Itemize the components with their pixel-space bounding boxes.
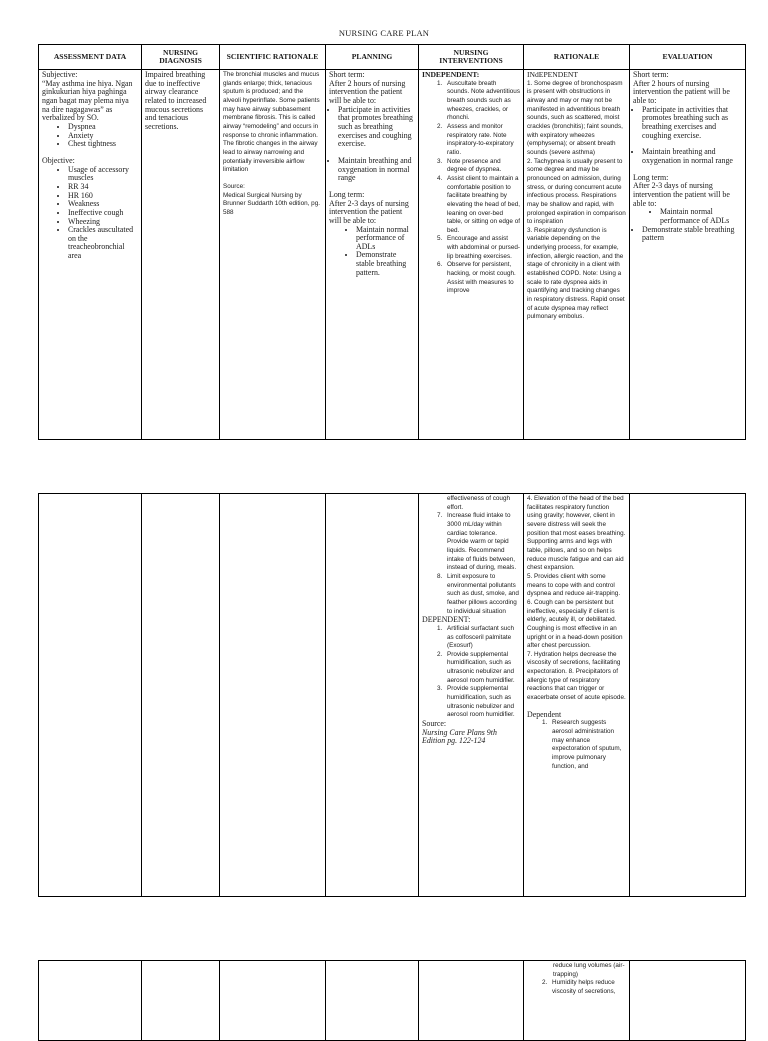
plan-row bbox=[39, 961, 746, 1041]
interventions-cell bbox=[419, 70, 524, 440]
list-item: • Participate in activities that promotes breathing such as breathing exercises and coughing exercise. bbox=[642, 106, 742, 141]
objective-label: Objective: bbox=[42, 155, 75, 165]
sci-source-text: Medical Surgical Nursing by Brunner Suddarth 10th edition, pg. 588 bbox=[223, 191, 320, 216]
list-item: • Maintain breathing and oxygenation in normal range bbox=[642, 148, 742, 165]
short-term-text: After 2 hours of nursing intervention the patient will be able to: bbox=[329, 78, 406, 105]
header-diagnosis: NURSING DIAGNOSIS bbox=[142, 45, 220, 70]
rationale-dependent-list bbox=[527, 719, 626, 771]
care-plan-table-3 bbox=[38, 960, 746, 1041]
care-plan-table-1 bbox=[38, 44, 746, 440]
list-item: • Weakness bbox=[68, 200, 138, 209]
list-item: • Maintain normal performance of ADLs bbox=[356, 226, 415, 252]
long-term-text: After 2-3 days of nursing intervention the patient will be able to: bbox=[329, 198, 409, 225]
dependent-label: DEPENDENT: bbox=[422, 615, 471, 625]
list-item: • Participate in activities that promotes breathing such as breathing exercises and coughing exercise. bbox=[338, 106, 415, 149]
sci-rationale-text: The bronchial muscles and mucus glands enlarge; thick, tenacious sputum is produced; and the alveoli hyperinflate. Some patients may have airway subbasement membrane fibrosis. This is called airway “remodeling” and occurs in response to chronic inflammation. The fibrotic changes in the airway lead to airway narrowing and potentially irreversible airflow limitation bbox=[223, 71, 320, 174]
rationale-cell bbox=[524, 494, 630, 897]
eval-long-list-2 bbox=[633, 226, 742, 243]
assessment-cell bbox=[39, 70, 142, 440]
list-item: • Crackles auscultated on the treacheobronchial area bbox=[68, 226, 138, 261]
list-item: • Demonstrate stable breathing pattern. bbox=[356, 251, 415, 277]
list-item: 6. Observe for persistent, hacking, or moist cough. Assist with measures to improve bbox=[444, 261, 520, 296]
eval-short-list bbox=[633, 106, 742, 141]
assessment-cell bbox=[39, 961, 142, 1041]
source-label: Source: bbox=[422, 719, 447, 729]
evaluation-cell bbox=[630, 494, 746, 897]
list-item: 7. Increase fluid intake to 3000 mL/day within cardiac tolerance. Provide warm or tepid liquids. Recommend intake of fluids between, instead of during, meals. bbox=[444, 512, 520, 573]
header-assessment: ASSESSMENT DATA bbox=[39, 45, 142, 70]
interventions-cell bbox=[419, 494, 524, 897]
list-item: • Usage of accessory muscles bbox=[68, 166, 138, 183]
rationale-cell bbox=[524, 70, 630, 440]
objective-list bbox=[42, 166, 138, 261]
interventions-list bbox=[422, 512, 520, 616]
evaluation-cell bbox=[630, 70, 746, 440]
rationale-text: 4. Elevation of the head of the bed facilitates respiratory function using gravity; however, client in severe distress will seek the position that most eases breathing. Supporting arms and legs with table, pillows, and so on helps reduce muscle fatigue and can aid chest expansion. 5. Provides client with some means to cope with and control dyspnea and reduce air-trapping. 6. Cough can be persistent but ineffective, especially if client is elderly, acutely ill, or debilitated. Coughing is most effective in an upright or in a head-down position after chest percussion. 7. Hydration helps decrease the viscosity of secretions, facilitating expectoration. 8. Precipitators of allergic type of respiratory reactions that can trigger or exacerbate onset of acute episode. bbox=[527, 495, 626, 702]
list-item: 4. Assist client to maintain a comfortable position to facilitate breathing by elevating the head of bed, leaning on over-bed table, or sitting on edge of bed. bbox=[444, 175, 520, 236]
scientific-rationale-cell bbox=[220, 961, 326, 1041]
list-item: 2. Humidity helps reduce viscosity of secretions, bbox=[549, 979, 626, 996]
list-item: • Chest tightness bbox=[68, 140, 138, 149]
care-plan-table-2 bbox=[38, 493, 746, 897]
header-scientific-rationale: SCIENTIFIC RATIONALE bbox=[220, 45, 326, 70]
page-title: NURSING CARE PLAN bbox=[338, 28, 430, 38]
short-term-list-2 bbox=[329, 157, 415, 183]
rationale-cell bbox=[524, 961, 630, 1041]
list-item: • Anxiety bbox=[68, 132, 138, 141]
dependent-list bbox=[422, 625, 520, 720]
diagnosis-text: Impaired breathing due to ineffective airway clearance related to increased mucous secretions and tenacious secretions. bbox=[145, 70, 207, 131]
list-item: 5. Encourage and assist with abdominal or pursed-lip breathing exercises. bbox=[444, 235, 520, 261]
source-text: Nursing Care Plans 9th Edition pg. 122-124 bbox=[422, 727, 497, 746]
rationale-dependent-list bbox=[527, 979, 626, 996]
list-item: • Demonstrate stable breathing pattern bbox=[642, 226, 742, 243]
rationale-continued: reduce lung volumes (air-trapping) bbox=[553, 962, 625, 978]
list-item: • Ineffective cough bbox=[68, 209, 138, 218]
list-item: 8. Limit exposure to environmental pollutants such as dust, smoke, and feather pillows according to individual situation bbox=[444, 573, 520, 616]
header-rationale: RATIONALE bbox=[524, 45, 630, 70]
eval-short-label: Short term: bbox=[633, 70, 669, 79]
header-row bbox=[39, 45, 746, 70]
scientific-rationale-cell bbox=[220, 70, 326, 440]
eval-short-text: After 2 hours of nursing intervention the patient will be able to: bbox=[633, 78, 730, 105]
list-item: 2. Assess and monitor respiratory rate. Note inspiratory-to-expiratory ratio. bbox=[444, 123, 520, 158]
list-item: • HR 160 bbox=[68, 192, 138, 201]
plan-row bbox=[39, 70, 746, 440]
header-interventions: NURSING INTERVENTIONS bbox=[419, 45, 524, 70]
eval-long-label: Long term: bbox=[633, 172, 669, 182]
rationale-dependent-label: Dependent bbox=[527, 709, 562, 719]
plan-row bbox=[39, 494, 746, 897]
list-item: • Maintain normal performance of ADLs bbox=[660, 208, 742, 225]
list-item: • Dyspnea bbox=[68, 123, 138, 132]
list-item: 1. Auscultate breath sounds. Note adventitious breath sounds such as wheezes, crackles, or rhonchi. bbox=[444, 80, 520, 123]
rationale-independent-label: INdEPENDENT bbox=[527, 70, 579, 79]
subjective-label: Subjective: bbox=[42, 70, 78, 79]
rationale-text: 1. Some degree of bronchospasm is present with obstructions in airway and may or may not be manifested in adventitious breath sounds, such as scattered, moist crackles (bronchitis); faint sounds, with expiratory wheezes (emphysema); or absent breath sounds (severe asthma) 2. Tachypnea is usually present to some degree and may be pronounced on admission, during stress, or during concurrent acute infectious process. Respirations may be shallow and rapid, with prolonged expiration in comparison to inspiration 3. Respiratory dysfunction is variable depending on the underlying process, for example, infection, allergic reaction, and the stage of chronicity in a client with established COPD. Note: Using a scale to rate dyspnea aids in quantifying and tracking changes in respiratory distress. Rapid onset of acute dyspnea may reflect pulmonary embolus. bbox=[527, 79, 626, 321]
diagnosis-cell bbox=[142, 494, 220, 897]
eval-long-list bbox=[633, 208, 742, 225]
planning-cell bbox=[326, 70, 419, 440]
list-item: 3. Provide supplemental humidification, such as ultrasonic nebulizer and aerosol room humidifier. bbox=[444, 685, 520, 720]
list-item: 1. Research suggests aerosol administration may enhance expectoration of sputum, improve pulmonary function, and bbox=[549, 719, 626, 771]
patient-quote: “May asthma ine hiya. Ngan ginkukurian hiya paghinga ngan bagat may plema niya na dire nagagawas” as verbalized by SO. bbox=[42, 78, 133, 123]
list-item: • Wheezing bbox=[68, 218, 138, 227]
assessment-cell bbox=[39, 494, 142, 897]
planning-cell bbox=[326, 961, 419, 1041]
interventions-list bbox=[422, 80, 520, 296]
independent-label: INDEPENDENT: bbox=[422, 70, 480, 79]
diagnosis-cell bbox=[142, 961, 220, 1041]
eval-long-text: After 2-3 days of nursing intervention the patient will be able to: bbox=[633, 181, 730, 208]
long-term-list bbox=[329, 226, 415, 278]
planning-cell bbox=[326, 494, 419, 897]
evaluation-cell bbox=[630, 961, 746, 1041]
sci-source-label: Source: bbox=[223, 182, 245, 190]
interventions-cell bbox=[419, 961, 524, 1041]
long-term-label: Long term: bbox=[329, 189, 365, 199]
intervention-continued: effectiveness of cough effort. bbox=[447, 495, 511, 511]
subjective-list bbox=[42, 123, 138, 149]
diagnosis-cell bbox=[142, 70, 220, 440]
list-item: • RR 34 bbox=[68, 183, 138, 192]
list-item: • Maintain breathing and oxygenation in normal range bbox=[338, 157, 415, 183]
list-item: 1. Artificial surfactant such as colfosceril palmitate (Exosurf) bbox=[444, 625, 520, 651]
header-planning: PLANNING bbox=[326, 45, 419, 70]
scientific-rationale-cell bbox=[220, 494, 326, 897]
short-term-list bbox=[329, 106, 415, 149]
header-evaluation: EVALUATION bbox=[630, 45, 746, 70]
eval-short-list-2 bbox=[633, 148, 742, 165]
list-item: 2. Provide supplemental humidification, such as ultrasonic nebulizer and aerosol room humidifier. bbox=[444, 651, 520, 686]
list-item: 3. Note presence and degree of dyspnea. bbox=[444, 158, 520, 175]
short-term-label: Short term: bbox=[329, 70, 365, 79]
